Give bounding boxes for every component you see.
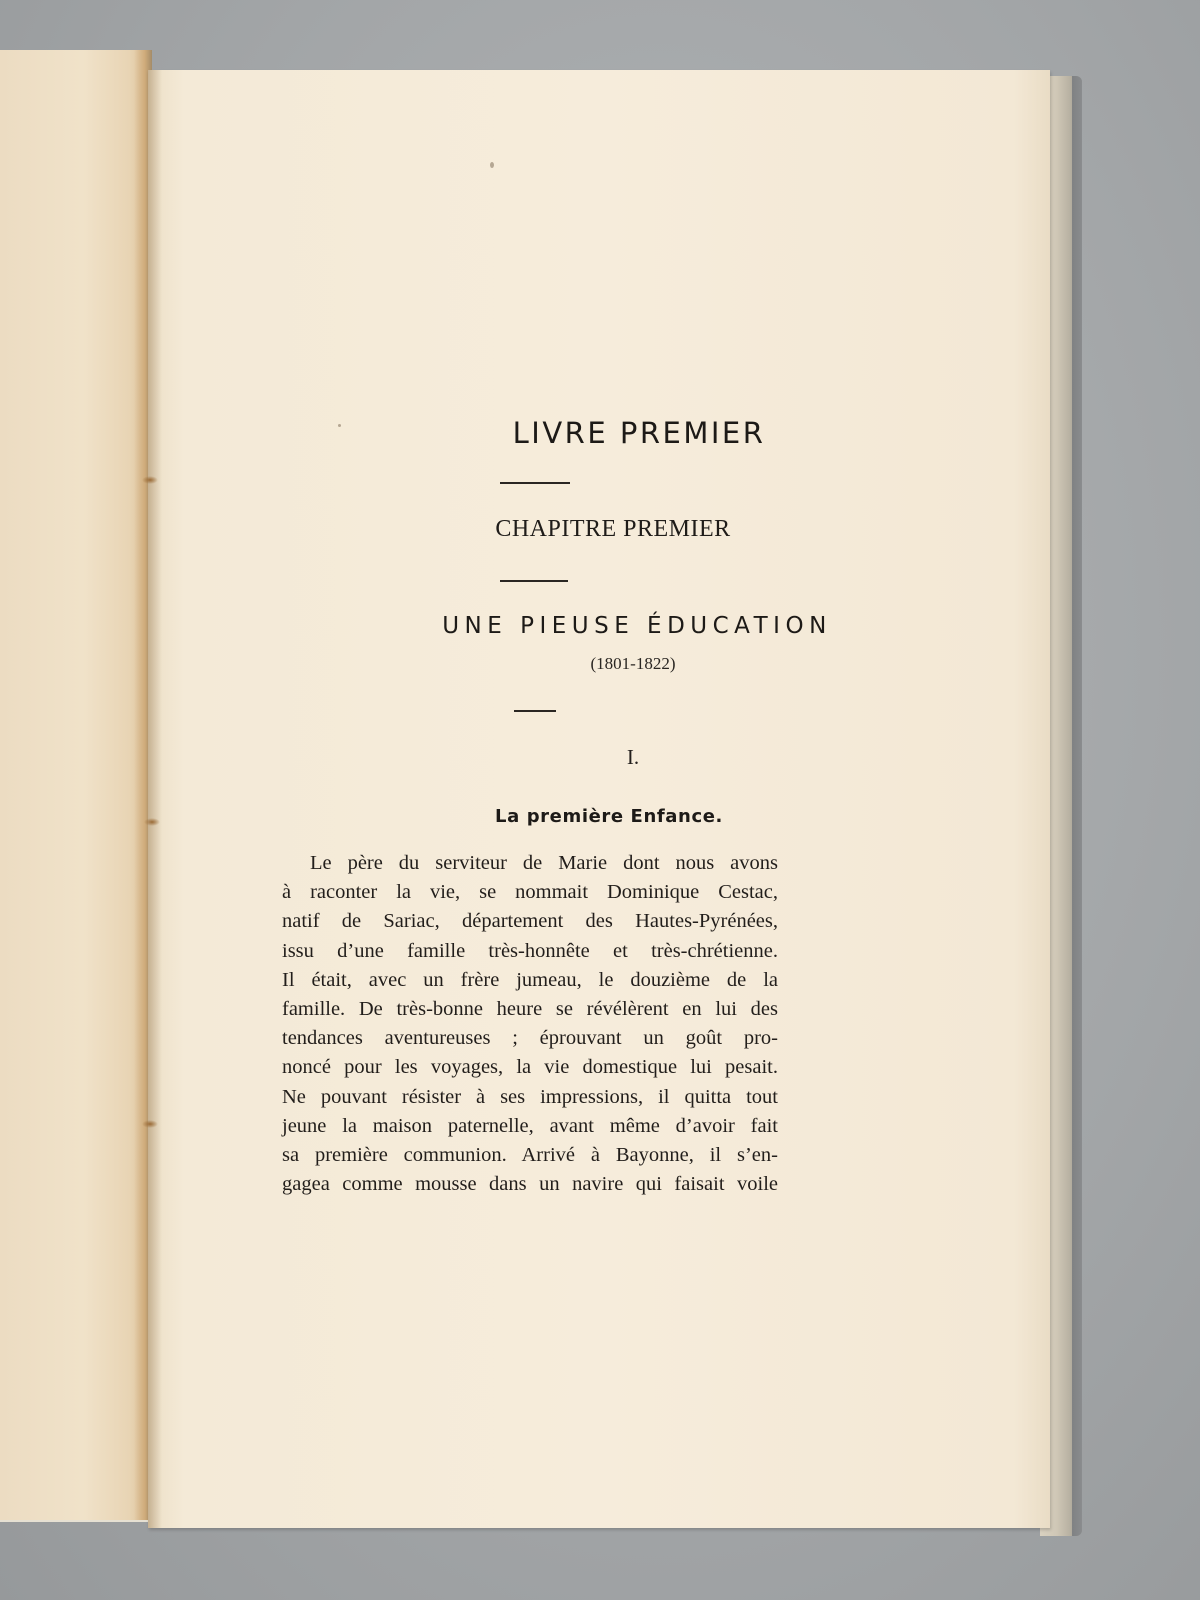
book-heading: LIVRE PREMIER: [512, 416, 766, 450]
section-title: La première Enfance.: [495, 806, 723, 827]
section-number: I.: [626, 745, 640, 769]
chapter-heading: CHAPITRE PREMIER: [495, 516, 731, 542]
back-cover-edge: [1072, 76, 1082, 1536]
left-page: [0, 50, 152, 1520]
divider-rule: [514, 710, 556, 712]
body-paragraph: [282, 849, 778, 1199]
text-line: natif de Sariac, département des Hautes-Pyrénées,: [282, 910, 778, 933]
text-line: Ne pouvant résister à ses impressions, il quitta tout: [282, 1085, 778, 1108]
chapter-title: UNE PIEUSE ÉDUCATION: [442, 613, 832, 639]
text-line: gagea comme mousse dans un navire qui faisait voile: [282, 1173, 778, 1196]
page-content: [148, 70, 1050, 1528]
text-line: à raconter la vie, se nommait Dominique Cestac,: [282, 881, 778, 904]
text-line: famille. De très-bonne heure se révélèrent en lui des: [282, 997, 778, 1020]
text-line: Il était, avec un frère jumeau, le douzième de la: [282, 968, 778, 991]
divider-rule: [500, 482, 570, 484]
text-line: issu d’une famille très-honnête et très-chrétienne.: [282, 939, 778, 962]
text-line: sa première communion. Arrivé à Bayonne, il s’en-: [282, 1143, 778, 1166]
text-line: noncé pour les voyages, la vie domestique lui pesait.: [282, 1056, 778, 1079]
chapter-dates: (1801-1822): [590, 654, 676, 673]
text-line: tendances aventureuses ; éprouvant un goût pro-: [282, 1027, 778, 1050]
text-line: jeune la maison paternelle, avant même d’avoir fait: [282, 1114, 778, 1137]
divider-rule: [500, 580, 568, 582]
text-line: Le père du serviteur de Marie dont nous avons: [310, 852, 778, 874]
